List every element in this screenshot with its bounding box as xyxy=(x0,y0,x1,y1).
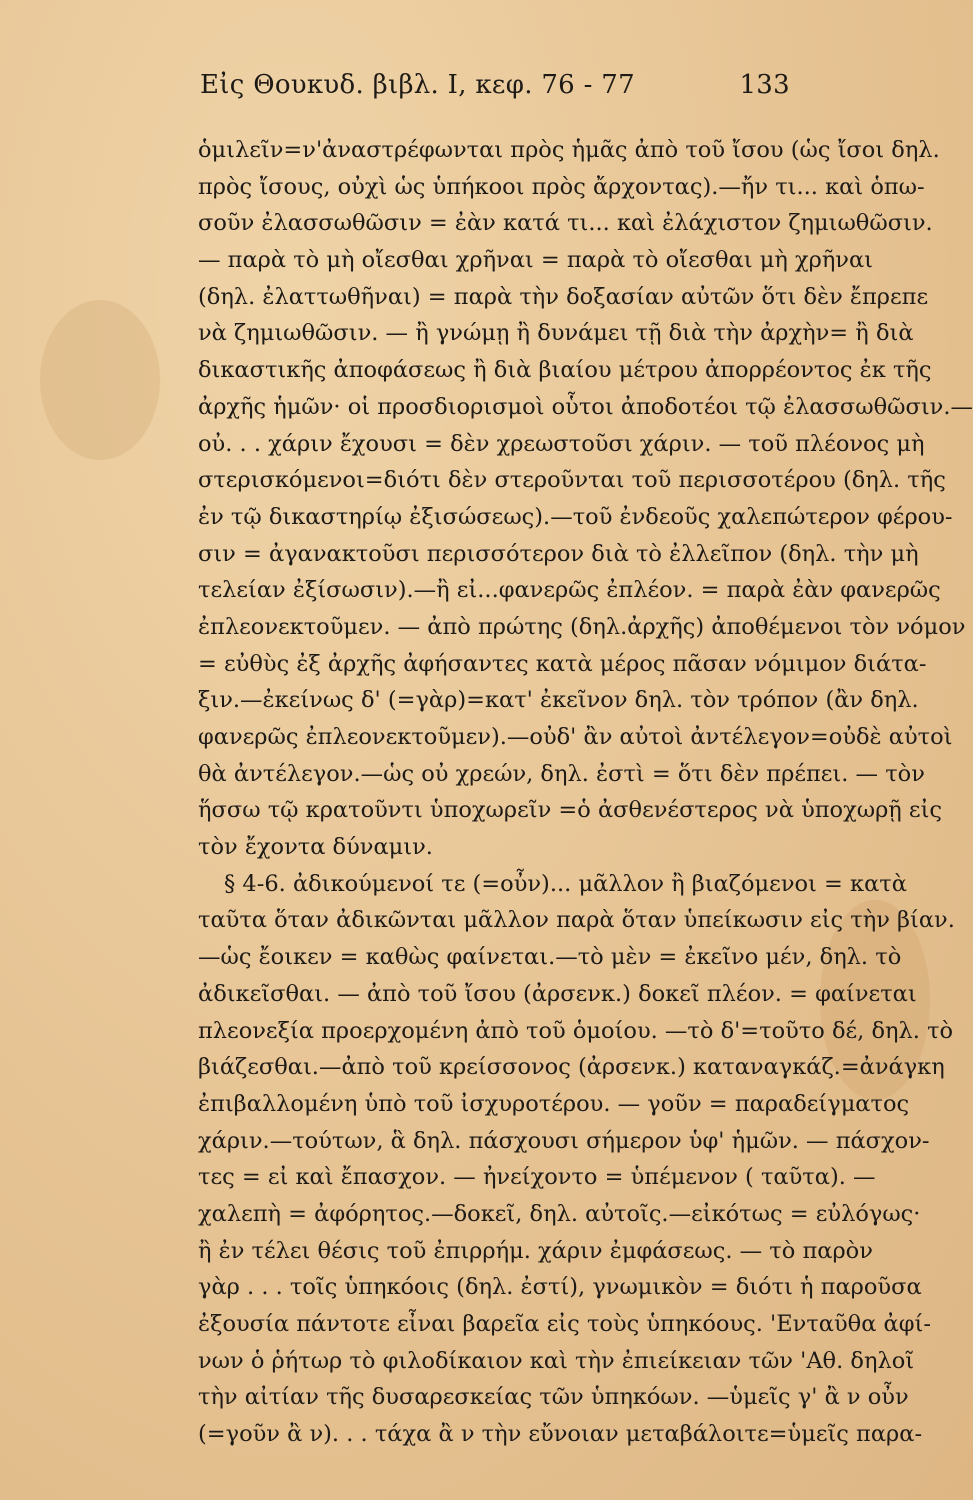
text-line: βιάζεσθαι.—ἀπὸ τοῦ κρείσσονος (ἀρσενκ.) καταναγκάζ.=ἀνάγκη xyxy=(198,1054,945,1081)
text-line: —ὡς ἔοικεν = καθὼς φαίνεται.—τὸ μὲν = ἐκεῖνο μέν, δηλ. τὸ xyxy=(198,944,902,971)
text-line: νων ὁ ῥήτωρ τὸ φιλοδίκαιον καὶ τὴν ἐπιείκειαν τῶν 'Αθ. δηλοῖ xyxy=(198,1347,915,1374)
text-line: ἐπλεονεκτοῦμεν. — ἀπὸ πρώτης (δηλ.ἀρχῆς) ἀποθέμενοι τὸν νόμον xyxy=(198,613,966,640)
text-line: χαλεπὴ = ἀφόρητος.—δοκεῖ, δηλ. αὐτοῖς.—εἰκότως = εὐλόγως· xyxy=(198,1200,921,1227)
text-line: ξιν.—ἐκείνως δ' (=γὰρ)=κατ' ἐκεῖνον δηλ. τὸν τρόπον (ἂν δηλ. xyxy=(198,687,919,714)
text-line: ἥσσω τῷ κρατοῦντι ὑποχωρεῖν =ὁ ἀσθενέστερος νὰ ὑποχωρῇ εἰς xyxy=(198,797,943,824)
page-number: 133 xyxy=(739,70,790,100)
text-line: τὴν αἰτίαν τῆς δυσαρεσκείας τῶν ὑπηκόων. —ὑμεῖς γ' ἂ ν οὖν xyxy=(198,1384,909,1411)
text-line: ἢ ἐν τέλει θέσις τοῦ ἐπιρρήμ. χάριν ἐμφάσεως. — τὸ παρὸν xyxy=(198,1237,873,1264)
text-line: ἐν τῷ δικαστηρίῳ ἐξισώσεως).—τοῦ ἐνδεοῦς χαλεπώτερον φέρου- xyxy=(198,503,953,530)
text-line: ἀρχῆς ἡμῶν· οἱ προσδιορισμοὶ οὗτοι ἀποδοτέοι τῷ ἐλασσωθῶσιν.— xyxy=(198,393,973,420)
running-head xyxy=(200,70,790,110)
text-line: πρὸς ἴσους, οὐχὶ ὡς ὑπήκοοι πρὸς ἄρχοντας).—ἤν τι... καὶ ὁπω- xyxy=(198,173,925,200)
text-line: ἀδικεῖσθαι. — ἀπὸ τοῦ ἴσου (ἀρσενκ.) δοκεῖ πλέον. = φαίνεται xyxy=(198,980,917,1007)
text-line: (=γοῦν ἂ ν). . . τάχα ἂ ν τὴν εὔνοιαν μεταβάλοιτε=ὑμεῖς παρα- xyxy=(198,1421,923,1448)
text-line: ὁμιλεῖν=ν'ἀναστρέφωνται πρὸς ἡμᾶς ἀπὸ τοῦ ἴσου (ὡς ἴσοι δηλ. xyxy=(198,137,940,163)
text-line: τες = εἰ καὶ ἔπασχον. — ἠνείχοντο = ὑπέμενον ( ταῦτα). — xyxy=(198,1164,876,1191)
text-line: — παρὰ τὸ μὴ οἴεσθαι χρῆναι = παρὰ τὸ οἴεσθαι μὴ χρῆναι xyxy=(198,247,873,274)
text-line: τελείαν ἐξίσωσιν).—ἢ εἰ...φανερῶς ἐπλέον. = παρὰ ἐὰν φανερῶς xyxy=(198,577,941,604)
text-line: χάριν.—τούτων, ἃ δηλ. πάσχουσι σήμερον ὑφ' ἡμῶν. — πάσχον- xyxy=(198,1127,930,1154)
text-line: γὰρ . . . τοῖς ὑπηκόοις (δηλ. ἐστί), γνωμικὸν = διότι ἡ παροῦσα xyxy=(198,1274,922,1301)
text-line: θὰ ἀντέλεγον.—ὡς οὐ χρεών, δηλ. ἐστὶ = ὅτι δὲν πρέπει. — τὸν xyxy=(198,760,925,787)
text-line: στερισκόμενοι=διότι δὲν στεροῦνται τοῦ περισσοτέρου (δηλ. τῆς xyxy=(198,467,946,494)
text-line: = εὐθὺς ἐξ ἀρχῆς ἀφήσαντες κατὰ μέρος πᾶσαν νόμιμον διάτα- xyxy=(198,650,927,677)
commentary-text xyxy=(198,132,973,1453)
text-line: ταῦτα ὅταν ἀδικῶνται μᾶλλον παρὰ ὅταν ὑπείκωσιν εἰς τὴν βίαν. xyxy=(198,907,955,934)
text-line: σοῦν ἐλασσωθῶσιν = ἐὰν κατά τι... καὶ ἐλάχιστον ζημιωθῶσιν. xyxy=(198,210,933,237)
text-line: νὰ ζημιωθῶσιν. — ἢ γνώμῃ ἢ δυνάμει τῇ διὰ τὴν ἀρχὴν= ἢ διὰ xyxy=(198,320,914,347)
text-line: ἐξουσία πάντοτε εἶναι βαρεῖα εἰς τοὺς ὑπηκόους. 'Ενταῦθα ἀφί- xyxy=(198,1311,931,1337)
text-line: § 4-6. ἀδικούμενοί τε (=οὖν)... μᾶλλον ἢ βιαζόμενοι = κατὰ xyxy=(224,870,907,897)
text-line: δικαστικῆς ἀποφάσεως ἢ διὰ βιαίου μέτρου ἀπορρέοντος ἐκ τῆς xyxy=(198,357,932,384)
running-title: Εἰς Θουκυδ. βιβλ. I, κεφ. 76 - 77 xyxy=(200,70,635,100)
text-line: (δηλ. ἐλαττωθῆναι) = παρὰ τὴν δοξασίαν αὐτῶν ὅτι δὲν ἔπρεπε xyxy=(198,283,929,310)
text-line: οὐ. . . χάριν ἔχουσι = δὲν χρεωστοῦσι χάριν. — τοῦ πλέονος μὴ xyxy=(198,430,925,457)
paper-stain xyxy=(40,300,160,460)
text-line: φανερῶς ἐπλεονεκτοῦμεν).—οὐδ' ἂν αὐτοὶ ἀντέλεγον=οὐδὲ αὐτοὶ xyxy=(198,724,953,750)
text-line: πλεονεξία προερχομένη ἀπὸ τοῦ ὁμοίου. —τὸ δ'=τοῦτο δέ, δηλ. τὸ xyxy=(198,1017,954,1044)
text-line: ἐπιβαλλομένη ὑπὸ τοῦ ἰσχυροτέρου. — γοῦν = παραδείγματος xyxy=(198,1090,910,1117)
text-line: τὸν ἔχοντα δύναμιν. xyxy=(198,834,433,861)
text-line: σιν = ἀγανακτοῦσι περισσότερον διὰ τὸ ἐλλεῖπον (δηλ. τὴν μὴ xyxy=(198,540,919,567)
